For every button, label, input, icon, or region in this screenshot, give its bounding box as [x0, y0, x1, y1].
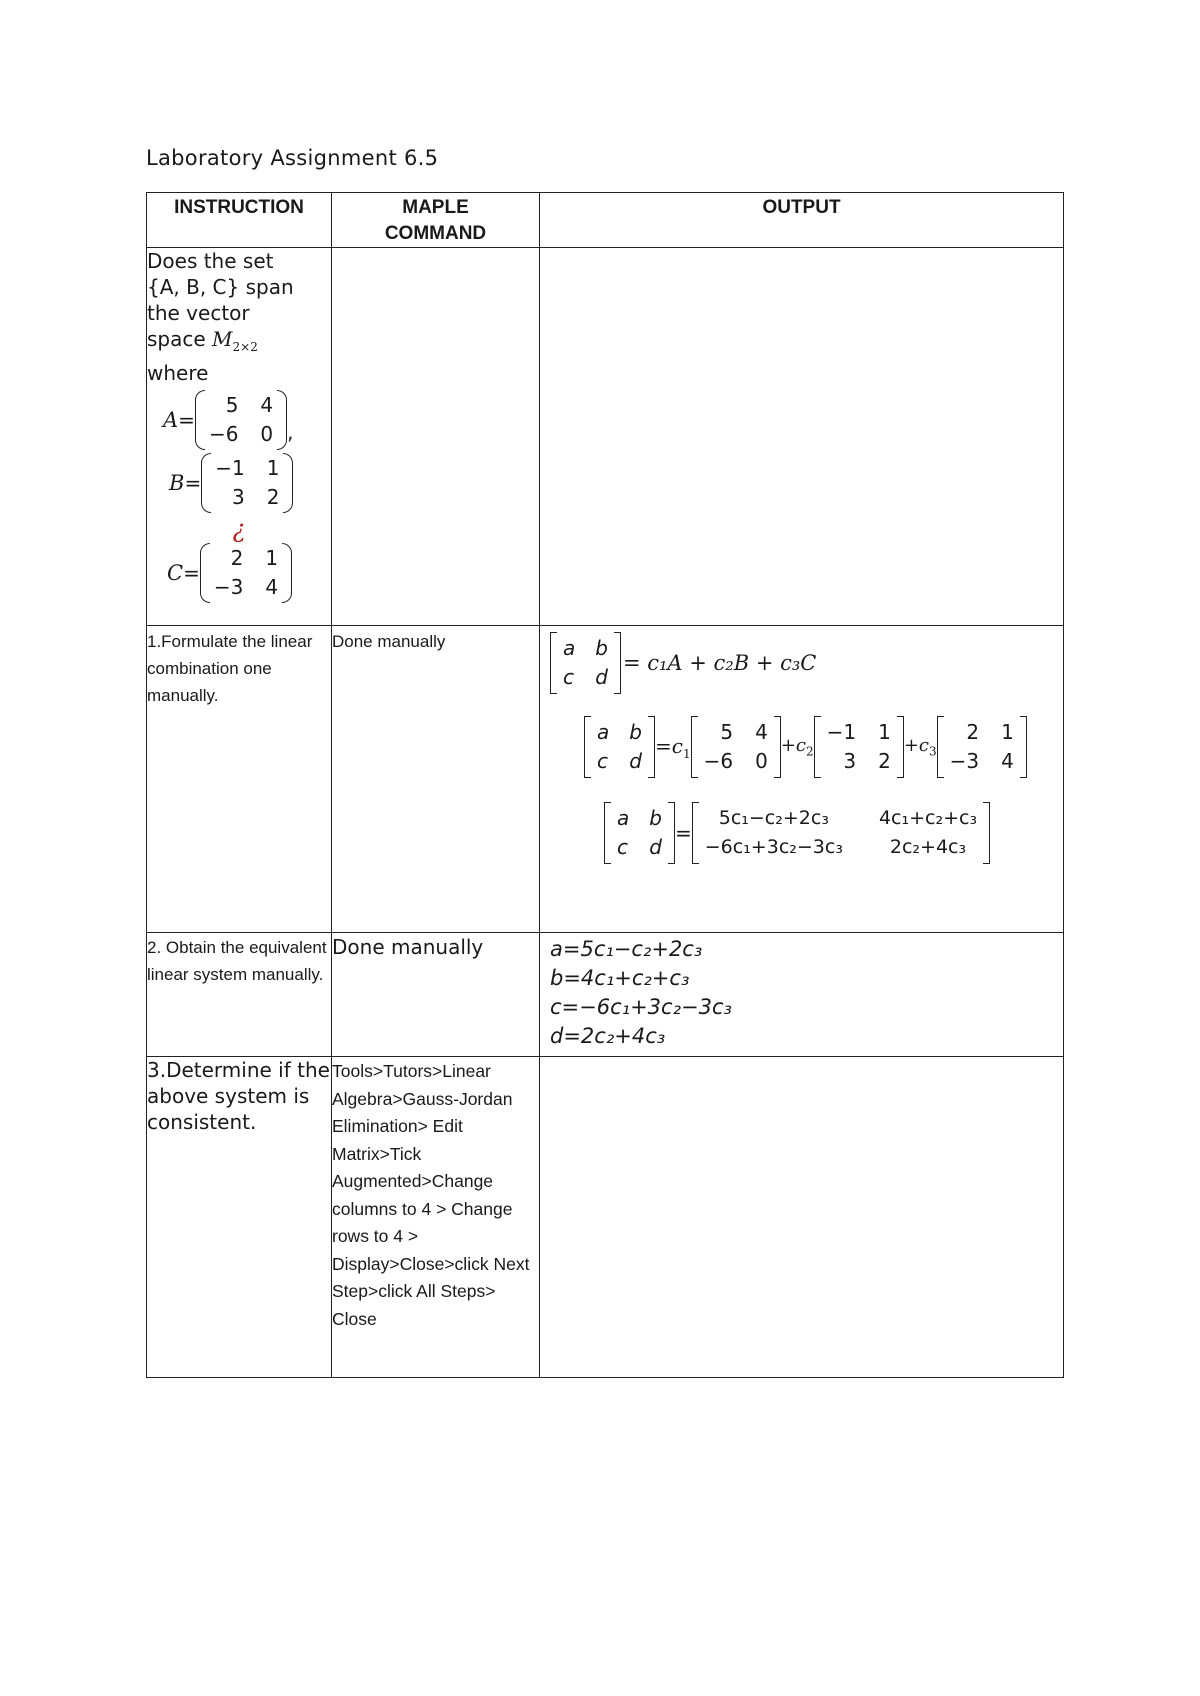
bracket-left: [584, 716, 591, 778]
step1-instruction: 1.Formulate the linear combination one manually.: [147, 632, 313, 705]
step3-output-cell: [540, 1057, 1064, 1378]
step3-maple-cell: [332, 1057, 540, 1378]
matrix-cell: 2: [878, 749, 891, 773]
matrix-cell: b: [595, 636, 608, 660]
header-row: [147, 193, 1064, 248]
eq-generic-line: [550, 632, 1053, 694]
question-row: [147, 248, 1064, 626]
matrix-cell: −3: [949, 749, 980, 773]
paren-right: [277, 390, 287, 450]
matrix-cell: d: [595, 665, 608, 689]
matrix-cell: 3: [843, 749, 857, 773]
header-output: OUTPUT: [540, 193, 1064, 248]
bracket-right: [983, 802, 990, 864]
matrix-cell: −6: [208, 422, 239, 446]
step2-output-cell: [540, 933, 1064, 1057]
matrix-C-grid: [950, 718, 1014, 776]
question-line-space: space: [147, 327, 206, 351]
step1-maple-cell: [332, 626, 540, 933]
bracket-left: [692, 802, 699, 864]
matrix-cell: 2: [966, 720, 980, 744]
abcd-grid: [617, 804, 662, 862]
matrix-cell: −6: [703, 749, 734, 773]
question-maple-cell: [332, 248, 540, 626]
question-text: [147, 248, 331, 386]
space-symbol-sub: 2×2: [232, 340, 258, 354]
bracket-left: [604, 802, 611, 864]
coef-c2: $+c_2$: [780, 735, 814, 759]
step1-output-cell: [540, 626, 1064, 933]
matrix-cell: d: [649, 835, 662, 859]
lab-table: [146, 192, 1064, 1378]
matrix-cell: 5: [720, 720, 734, 744]
step3-row: [147, 1057, 1064, 1378]
matrix-A-bracket: [691, 716, 781, 778]
paren-left: [195, 390, 205, 450]
step1-instruction-cell: [147, 626, 332, 933]
matrix-B-label: B: [169, 471, 185, 495]
matrix-cell: 1: [878, 720, 891, 744]
matrix-cell: 0: [755, 749, 768, 773]
page-title: Laboratory Assignment 6.5: [146, 146, 439, 170]
header-maple-command: [332, 193, 540, 248]
bracket-left: [691, 716, 698, 778]
paren-left: [200, 543, 210, 603]
where-text: where: [147, 361, 209, 385]
matrix-cell: a: [617, 806, 630, 830]
step3-instruction: 3.Determine if the above system is consistent.: [147, 1058, 330, 1134]
equation-line: b=4c₁+c₂+c₃: [550, 966, 690, 990]
matrix-cell: 0: [260, 422, 274, 446]
bracket-right: [614, 632, 621, 694]
matrix-cell: b: [649, 806, 662, 830]
header-instruction: INSTRUCTION: [147, 193, 332, 248]
matrix-C-bracket: [937, 716, 1027, 778]
bracket-right: [774, 716, 781, 778]
bracket-left: [937, 716, 944, 778]
matrix-cell: c: [617, 835, 628, 859]
bracket-left: [550, 632, 557, 694]
step1-maple: Done manually: [332, 632, 446, 651]
matrix-B-grid: [827, 718, 891, 776]
matrix-cell: 4: [755, 720, 768, 744]
step2-row: [147, 933, 1064, 1057]
matrix-cell: 5: [225, 393, 239, 417]
matrix-cell: 4c₁+c₂+c₃: [878, 807, 978, 829]
abcd-matrix: [584, 716, 655, 778]
question-cell: [147, 248, 332, 626]
equals-sign: =: [184, 471, 202, 495]
space-symbol-letter: M: [212, 327, 233, 351]
matrix-cell: 4: [1001, 749, 1014, 773]
matrix-cell: 1: [265, 546, 279, 570]
step2-instruction: 2. Obtain the equivalent linear system manually.: [147, 938, 327, 984]
eq-matrices-line: [584, 716, 1053, 778]
matrix-cell: 1: [266, 456, 280, 480]
matrix-A-label: A: [163, 408, 179, 432]
matrix-C-label: C: [167, 561, 184, 585]
eq-result-line: [604, 802, 1053, 864]
bracket-right: [668, 802, 675, 864]
matrix-cell: 2: [266, 485, 280, 509]
step2-maple-cell: [332, 933, 540, 1057]
equals-sign: =: [183, 561, 200, 585]
matrix-cell: 4: [265, 575, 279, 599]
matrix-C-line: [167, 543, 331, 603]
matrix-cell: 2c₂+4c₃: [889, 836, 967, 858]
space-symbol: [212, 327, 258, 354]
equation-line: a=5c₁−c₂+2c₃: [550, 937, 703, 961]
question-line: the vector: [147, 301, 250, 325]
matrix-B-bracket: [814, 716, 904, 778]
step2-instruction-cell: [147, 933, 332, 1057]
matrix-cell: 4: [260, 393, 274, 417]
coef-c3: $+c_3$: [903, 735, 937, 759]
abcd-grid: [597, 718, 642, 776]
matrix-cell: 3: [231, 485, 245, 509]
matrix-A-grid: [704, 718, 768, 776]
question-line: {A, B, C} span: [147, 275, 294, 299]
matrix-cell: −1: [826, 720, 857, 744]
bracket-right: [897, 716, 904, 778]
header-maple-label: MAPLE COMMAND: [384, 197, 487, 244]
matrix-cell: −6c₁+3c₂−3c₃: [704, 836, 843, 858]
matrix-cell: 2: [230, 546, 244, 570]
and-glyph: ¿: [232, 515, 246, 543]
matrix-cell: 5c₁−c₂+2c₃: [718, 807, 829, 829]
matrix-cell: c: [597, 749, 608, 773]
matrix-cell: b: [629, 720, 642, 744]
step3-instruction-cell: [147, 1057, 332, 1378]
equation-line: d=2c₂+4c₃: [550, 1024, 666, 1048]
matrix-C: [200, 543, 292, 603]
matrix-A-grid: [209, 391, 273, 449]
matrix-C-grid: [214, 544, 278, 602]
question-line: Does the set: [147, 249, 274, 273]
abcd-matrix: [604, 802, 675, 864]
bracket-right: [648, 716, 655, 778]
matrix-cell: −1: [215, 456, 245, 480]
step1-row: [147, 626, 1064, 933]
step3-maple: Tools>Tutors>Linear Algebra>Gauss-Jordan Elimination> Edit Matrix>Tick Augmented>Change columns to 4 > Change rows to 4 > Display>Close>click Next Step>click All Steps> Close: [332, 1061, 530, 1329]
matrix-B-line: [169, 453, 331, 513]
matrix-cell: −3: [213, 575, 244, 599]
question-line: [147, 326, 331, 360]
paren-right: [283, 453, 293, 513]
equals-sign: =: [178, 408, 195, 432]
matrix-A: [195, 390, 287, 450]
bracket-left: [814, 716, 821, 778]
comma: ,: [287, 420, 294, 444]
matrix-cell: d: [629, 749, 642, 773]
matrix-cell: a: [563, 636, 576, 660]
bracket-right: [1020, 716, 1027, 778]
abcd-matrix: [550, 632, 621, 694]
matrix-cell: 1: [1001, 720, 1014, 744]
matrix-cell: a: [597, 720, 610, 744]
matrix-cell: c: [563, 665, 574, 689]
coef-c1: $=c_1$: [654, 733, 691, 761]
matrix-A-line: [163, 390, 331, 450]
equals-sign: =: [674, 821, 692, 845]
step2-maple: Done manually: [332, 935, 484, 959]
abcd-grid: [563, 634, 608, 692]
paren-right: [282, 543, 292, 603]
and-glyph-line: [147, 515, 331, 543]
equation-line: c=−6c₁+3c₂−3c₃: [550, 995, 732, 1019]
paren-left: [201, 453, 211, 513]
question-output-cell: [540, 248, 1064, 626]
result-matrix: [692, 802, 990, 864]
eq-generic-rhs: = c₁A + c₂B + c₃C: [622, 651, 817, 675]
matrix-B: [201, 453, 293, 513]
result-grid: [705, 804, 977, 862]
matrix-B-grid: [215, 454, 279, 512]
